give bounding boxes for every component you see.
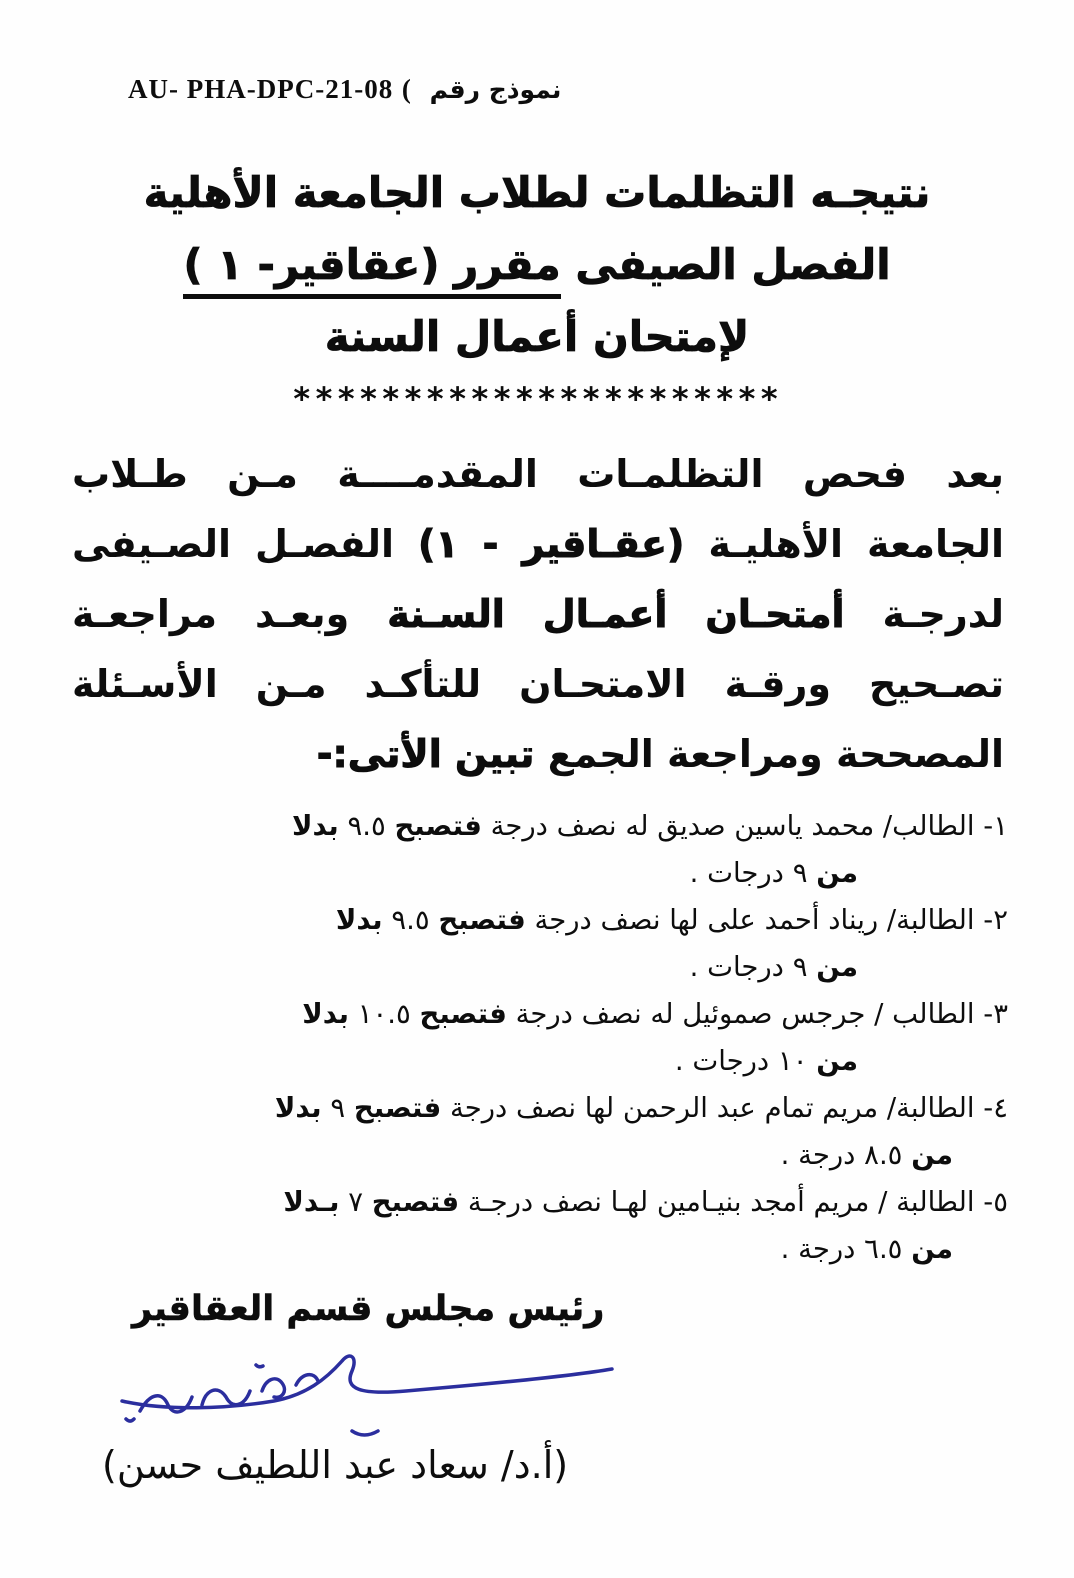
body-line-2 <box>72 509 1004 579</box>
item-number: ٢- <box>983 904 1008 936</box>
form-number <box>128 74 561 105</box>
signature-stroke <box>262 1375 318 1398</box>
student-text: الطالب/ محمد ياسين صديق له نصف درجة <box>490 810 975 842</box>
become-word: فتصبح <box>353 1092 442 1124</box>
title-text: الفصل الصيفى <box>560 240 891 289</box>
appeal-item-line2 <box>78 1226 1008 1273</box>
appeal-item-line2 <box>78 1038 1008 1085</box>
title-text: لإمتحان أعمال السنة <box>324 312 750 361</box>
instead-word: بدلا <box>291 810 339 842</box>
appeal-item-line1 <box>78 991 1008 1038</box>
separator-stars: ********************** <box>292 380 782 418</box>
body-text-segment: وبعـد مراجعـة <box>72 592 388 636</box>
new-score: ١٠.٥ <box>357 998 411 1030</box>
title-text: نتيجـه التظلمات لطلاب الجامعة الأهلية <box>143 168 931 217</box>
become-word: فتصبح <box>419 998 507 1030</box>
appeal-item-line2 <box>78 850 1008 897</box>
body-line-3 <box>72 579 1004 649</box>
body-paragraph <box>72 439 1004 789</box>
student-text: الطالبة / مريم أمجد بنيـامين لهـا نصف درجـة <box>467 1186 975 1218</box>
item-number: ٥- <box>983 1186 1008 1218</box>
new-score: ٩.٥ <box>391 904 430 936</box>
new-score: ٧ <box>348 1186 363 1218</box>
body-emphasis-exam: أمتحـان أعمـال السـنة <box>387 592 845 636</box>
body-text-segment: المصححة ومراجعة الجمع <box>534 732 1004 776</box>
body-text-segment: لدرجـة <box>844 592 1005 636</box>
signature-stroke <box>126 1365 263 1421</box>
instead-word: بدلا <box>335 904 383 936</box>
form-number-paren: ( <box>401 74 411 104</box>
instead-word: بـدلا <box>283 1186 340 1218</box>
from-word: من <box>816 857 858 889</box>
body-text-segment: الجامعة الأهليـة <box>684 522 1005 566</box>
title-line-3 <box>0 301 1074 373</box>
signature-stroke <box>122 1356 612 1408</box>
become-word: فتصبح <box>371 1186 460 1218</box>
new-score: ٩ <box>330 1092 346 1124</box>
body-line-5 <box>72 719 1004 789</box>
old-score: ٩ درجات . <box>689 857 808 889</box>
appeal-item-line1 <box>78 1179 1008 1226</box>
old-score: ٩ درجات . <box>689 951 808 983</box>
item-number: ٣- <box>983 998 1008 1030</box>
body-text-segment: الفصـل الصـيفى <box>72 522 419 566</box>
item-number: ٤- <box>983 1092 1008 1124</box>
appeal-item-1 <box>78 803 1008 897</box>
title-line-2 <box>0 229 1074 301</box>
student-text: الطالبة/ ريناد أحمد على لها نصف درجة <box>534 904 975 936</box>
document-title <box>0 157 1074 421</box>
new-score: ٩.٥ <box>347 810 386 842</box>
body-emphasis-following: تبين الأتى:- <box>316 732 535 776</box>
appeal-item-4 <box>78 1085 1008 1179</box>
appeal-item-3 <box>78 991 1008 1085</box>
old-score: ٦.٥ درجة . <box>780 1233 903 1265</box>
signature-ink <box>106 1331 626 1439</box>
title-course-underlined: مقرر (عقاقير- ١ ) <box>183 240 560 299</box>
body-emphasis-course: (عقـاقير - ١) <box>418 522 685 566</box>
appeal-item-line1 <box>78 803 1008 850</box>
appeals-list <box>78 803 1008 1273</box>
appeal-item-5 <box>78 1179 1008 1273</box>
become-word: فتصبح <box>394 810 482 842</box>
body-line-4: تصـحيح ورقـة الامتحـان للتأكـد مـن الأسـئلة <box>72 662 1004 706</box>
instead-word: بدلا <box>302 998 349 1030</box>
student-text: الطالبة/ مريم تمام عبد الرحمن لها نصف درجة <box>450 1092 975 1124</box>
body-line-1: بعد فحص التظلمـات المقدمــــة مـن طـلاب <box>72 452 1004 496</box>
title-line-1 <box>0 157 1074 229</box>
student-text: الطالب / جرجس صموئيل له نصف درجة <box>515 998 975 1030</box>
appeal-item-2 <box>78 897 1008 991</box>
appeal-item-line2 <box>78 944 1008 991</box>
form-number-code: AU- PHA-DPC-21-08 <box>128 74 394 104</box>
signatory-role: رئيس مجلس قسم العقاقير <box>132 1289 605 1329</box>
become-word: فتصبح <box>438 904 526 936</box>
appeal-item-line1 <box>78 897 1008 944</box>
from-word: من <box>911 1139 953 1171</box>
signatory-name: (أ.د/ سعاد عبد اللطيف حسن) <box>102 1443 569 1487</box>
appeal-item-line1 <box>78 1085 1008 1132</box>
signature-stroke <box>352 1431 378 1435</box>
appeal-item-line2 <box>78 1132 1008 1179</box>
from-word: من <box>816 951 858 983</box>
instead-word: بدلا <box>274 1092 322 1124</box>
item-number: ١- <box>983 810 1008 842</box>
signature <box>106 1331 626 1439</box>
from-word: من <box>911 1233 953 1265</box>
form-number-label: نموذج رقم <box>429 75 562 104</box>
old-score: ٨.٥ درجة . <box>780 1139 903 1171</box>
from-word: من <box>816 1045 858 1077</box>
old-score: ١٠ درجات . <box>674 1045 808 1077</box>
